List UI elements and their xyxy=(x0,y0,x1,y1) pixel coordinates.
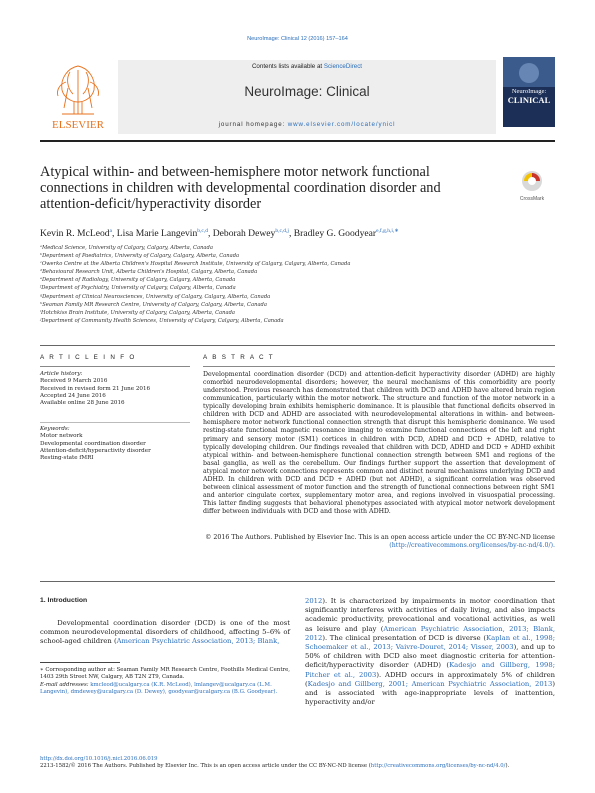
elsevier-logo xyxy=(40,58,116,134)
history-item: Available online 28 June 2016 xyxy=(40,400,125,407)
journal-homepage-link[interactable]: www.elsevier.com/locate/ynicl xyxy=(287,121,396,128)
article-title: Atypical within- and between-hemisphere motor network functional connections in children with developmental coordination disorder and attention-deficit/hyperactivity disorder xyxy=(40,164,441,212)
keyword-item: Motor network xyxy=(40,433,83,440)
citation-link[interactable]: Kaplan et al., 1998; Schoemaker et al., 2013; Vaivre-Douret, 2014; Visser, 2003 xyxy=(305,633,555,652)
keyword-item: Attention-deficit/hyperactivity disorder xyxy=(40,447,151,454)
introduction-paragraph-left: Developmental coordination disorder (DCD) is one of the most common neurodevelopmental disorders of childhood, affecting 5–6% of school-aged children (American Psychiatric Association, 2013; Blank, xyxy=(40,619,290,646)
abstract-rule xyxy=(203,366,555,367)
svg-text:NeuroImage:: NeuroImage: xyxy=(511,88,547,95)
article-info-heading: A R T I C L E I N F O xyxy=(40,354,137,361)
crossmark-icon xyxy=(521,170,543,192)
affiliation-list xyxy=(40,244,555,325)
crossmark-label: CrossMark xyxy=(519,196,545,202)
affiliation-item: ᶠDepartment of Psychiatry, University of Calgary, Calgary, Alberta, Canada xyxy=(40,285,236,292)
citation-link[interactable]: American Psychiatric Association, 2013; Blank, xyxy=(116,637,280,646)
history-item: Received 9 March 2016 xyxy=(40,378,108,385)
section-divider xyxy=(40,345,555,346)
author-name: Kevin R. McLeod xyxy=(40,228,110,240)
journal-title: NeuroImage: Clinical xyxy=(244,84,370,99)
author-name: Deborah Dewey xyxy=(212,228,276,240)
sciencedirect-link[interactable]: ScienceDirect xyxy=(323,63,363,70)
affiliation-item: ᵈBehavioural Research Unit, Alberta Children's Hospital, Calgary, Alberta, Canada xyxy=(40,269,258,276)
journal-reference[interactable]: NeuroImage: Clinical 12 (2016) 157–164 xyxy=(247,36,348,42)
header-rule xyxy=(40,140,555,142)
article-info-rule xyxy=(40,366,190,367)
footnote-rule xyxy=(40,662,120,663)
author-name: Bradley G. Goodyear xyxy=(293,228,377,240)
affiliation-item: ⁱHotchkiss Brain Institute, University of Calgary, Calgary, Alberta, Canada xyxy=(40,309,235,316)
email-links[interactable]: kmcleod@ucalgary.ca (K.R. McLeod), lmlangev@ucalgary.ca (L.M. Langevin), dmdewey@ucalgary.ca (D. Dewey), goodyear@ucalgary.ca (B.G. Goodyear). xyxy=(40,681,278,696)
keywords-label: Keywords: xyxy=(40,426,70,432)
contents-available-line: Contents lists available at ScienceDirect xyxy=(251,63,363,70)
svg-text:CLINICAL: CLINICAL xyxy=(507,95,551,105)
keyword-item: Developmental coordination disorder xyxy=(40,440,146,447)
author-name: Lisa Marie Langevin xyxy=(116,228,198,240)
affiliation-item: ᶜOwerko Centre at the Alberta Children's Hospital Research Institute, University of Calgary, Calgary, Alberta, Canada xyxy=(40,261,351,268)
author-affil-marks[interactable]: b,c,d,j xyxy=(275,228,289,234)
doi-link[interactable]: http://dx.doi.org/10.1016/j.nicl.2016.06.019 xyxy=(40,756,158,762)
author-affil-marks[interactable]: a xyxy=(109,228,112,234)
abstract-text: Developmental coordination disorder (DCD) and attention-deficit hyperactivity disorder (ADHD) are highly comorbid neurodevelopmental disorders; however, the neural mechanisms of this comorbidity are poorly understood. Previous research has demonstrated that children with DCD and ADHD have altered brain region communication, particularly within the motor network. The structure and function of the motor network in a typically developing brain exhibits hemispheric dominance. It is plausible that functional deficits observed in children with DCD and ADHD are associated with neurodevelopmental alterations in within- and between-hemisphere motor network functional connection strength that disrupt this hemispheric dominance. We used resting-state functional magnetic resonance imaging to examine functional connections of the left and right primary and sensory motor (SM1) cortices in children with DCD, ADHD and DCD + ADHD, relative to typically developing children. Our findings revealed that children with DCD, ADHD and DCD + ADHD exhibit atypical within- and between-hemisphere functional connection strength between SM1 and regions of the basal ganglia, as well as the cerebellum. Our findings further support the assertion that development of atypical motor network connections represents common and distinct neural mechanisms underlying DCD and ADHD. In children with DCD and DCD + ADHD (but not ADHD), a significant correlation was observed between clinical assessment of motor function and the strength of functional connections between right SM1 and anterior cingulate cortex, supplementary motor area, and regions involved in visuospatial processing. This latter finding suggests that behavioral phenotypes associated with atypical motor network development differ between individuals with DCD and those with ADHD. xyxy=(203,371,555,516)
corresponding-author-footnote xyxy=(40,667,290,697)
citation-link[interactable]: American Psychiatric Association, 2013; Blank, 2012 xyxy=(305,624,555,642)
abstract-heading: A B S T R A C T xyxy=(203,354,275,361)
article-info-separator xyxy=(40,422,190,423)
affiliation-item: ᵍDepartment of Clinical Neurosciences, University of Calgary, Calgary, Alberta, Canada xyxy=(40,293,271,300)
journal-cover-image xyxy=(503,57,555,127)
history-item: Received in revised form 21 June 2016 xyxy=(40,385,151,392)
affiliation-item: ʰSeaman Family MR Research Centre, University of Calgary, Calgary, Alberta, Canada xyxy=(40,301,267,308)
citation-link[interactable]: Kadesjo and Gillberg, 1998; Pitcher et al., 2003 xyxy=(305,661,555,679)
history-item: Accepted 24 June 2016 xyxy=(40,392,106,399)
svg-text:ELSEVIER: ELSEVIER xyxy=(52,119,104,131)
affiliation-item: ᵇDepartment of Paediatrics, University of Calgary, Calgary, Alberta, Canada xyxy=(40,253,240,260)
author-affil-marks[interactable]: e,f,g,h,i,∗ xyxy=(376,228,399,234)
license-link[interactable]: (http://creativecommons.org/licenses/by-nc-nd/4.0/). xyxy=(389,542,555,550)
abstract-copyright: © 2016 The Authors. Published by Elsevier Inc. This is an open access article under the CC BY-NC-ND license (http://creativecommons.org/licenses/by-nc-nd/4.0/). xyxy=(205,534,555,550)
history-label: Article history: xyxy=(40,371,83,377)
affiliation-item: ᵉDepartment of Radiology, University of Calgary, Calgary, Alberta, Canada xyxy=(40,277,236,284)
journal-homepage-line: journal homepage: www.elsevier.com/locate/ynicl xyxy=(218,121,396,128)
corresponding-author-address: ∗ Corresponding author at: Seaman Family MR Research Centre, Foothills Medical Centre, 1403 29th Street NW, Calgary, AB T2N 2T9, Canada. xyxy=(40,667,290,681)
footer-license-link[interactable]: http://creativecommons.org/licenses/by-nc-nd/4.0/ xyxy=(370,763,506,770)
crossmark-badge[interactable] xyxy=(508,170,556,202)
citation-link[interactable]: Kadesjo and Gillberg, 2001; American Psychiatric Association, 2013 xyxy=(307,679,553,688)
author-emails: E-mail addresses: kmcleod@ucalgary.ca (K.R. McLeod), lmlangev@ucalgary.ca (L.M. Langevin), dmdewey@ucalgary.ca (D. Dewey), goodyear@ucalgary.ca (B.G. Goodyear). xyxy=(40,681,278,696)
keyword-list xyxy=(40,426,190,462)
introduction-heading: 1. Introduction xyxy=(40,597,88,604)
page-footer xyxy=(40,756,555,771)
introduction-paragraph-right: 2012). It is characterized by impairments in motor coordination that significantly interferes with activities of daily living, and also impacts academic productivity, prevocational and vocational activities, as well as leisure and play (American Psychiatric Association, 2013; Blank, 2012). The clinical presentation of DCD is diverse (Kaplan et al., 1998; Schoemaker et al., 2013; Vaivre-Douret, 2014; Visser, 2003), and up to 50% of children with DCD also meet diagnostic criteria for attention-deficit/hyperactivity disorder (ADHD) (Kadesjo and Gillberg, 1998; Pitcher et al., 2003). ADHD occurs in approximately 5% of children (Kadesjo and Gillberg, 2001; American Psychiatric Association, 2013) and is associated with age-inappropriate levels of inattention, hyperactivity and/or xyxy=(305,597,555,707)
article-history xyxy=(40,371,190,407)
author-list: Kevin R. McLeod$^a$, Lisa Marie Langevin$^{b,c,d}$, Deborah Dewey$^{b,c,d,j}$, Bradley G. Goodyear$^{e,f,g,h,i,∗}$ xyxy=(40,228,399,240)
keyword-item: Resting-state fMRI xyxy=(40,455,94,462)
affiliation-item: ᵃMedical Science, University of Calgary, Calgary, Alberta, Canada xyxy=(40,245,213,251)
citation-link[interactable]: 2012 xyxy=(305,597,323,605)
affiliation-item: ʲDepartment of Community Health Sciences, University of Calgary, Calgary, Alberta, Canada xyxy=(40,317,284,324)
abstract-bottom-rule xyxy=(40,581,555,582)
issn-license-line: 2213-1582/© 2016 The Authors. Published by Elsevier Inc. This is an open access article under the CC BY-NC-ND license (http://creativecommons.org/licenses/by-nc-nd/4.0/). xyxy=(40,763,510,770)
author-affil-marks[interactable]: b,c,d xyxy=(197,228,208,234)
